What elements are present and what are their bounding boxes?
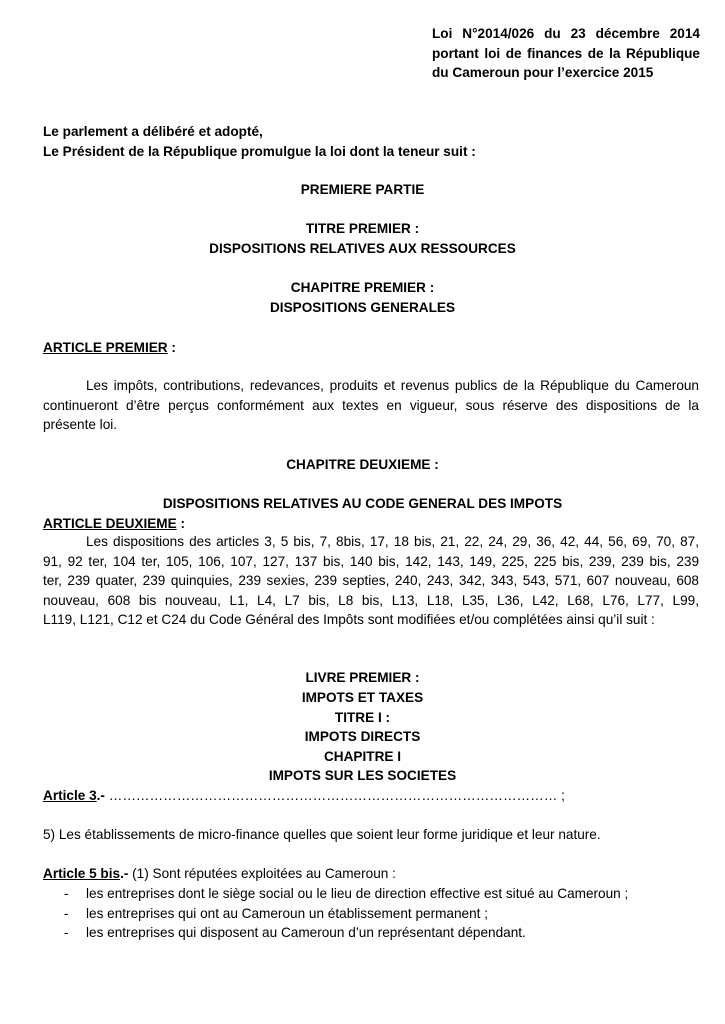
chapitre-1-line-1: CHAPITRE PREMIER : [290,280,435,295]
article-3-item-5: 5) Les établissements de micro-finance quelles que soient leur forme juridique et leur nature. [43,827,601,842]
livre-line-4: IMPOTS DIRECTS [304,729,421,744]
bullet-text: les entreprises dont le siège social ou le lieu de direction effective est situé au Cameroun ; [86,886,629,901]
livre-line-2: IMPOTS ET TAXES [301,690,424,705]
law-header-line-3: du Cameroun pour l’exercice 2015 [432,65,654,80]
article-premier-colon: : [167,340,176,355]
bullet-dash: - [64,925,69,940]
article-deuxieme-line-5: L119, L121, C12 et C24 du Code Général des Impôts sont modifiées et/ou complétées ainsi qu’il suit : [43,612,655,627]
part-title: PREMIERE PARTIE [300,182,425,197]
article-3-rest: ……………………………………………………………………………………… ; [104,788,565,803]
chapitre-2-line-2: DISPOSITIONS RELATIVES AU CODE GENERAL DES IMPOTS [162,496,563,511]
livre-line-6: IMPOTS SUR LES SOCIETES [268,768,457,783]
article-premier-line-2: continueront d’être perçus conformément aux textes en vigueur, sous réserve des dispositions de la [43,397,699,413]
preamble-line-2: Le Président de la République promulgue la loi dont la teneur suit : [43,144,476,159]
bullet-dash: - [64,906,69,921]
article-3-heading [43,787,565,804]
livre-line-3: TITRE I : [334,710,391,725]
bullet-text: les entreprises qui disposent au Cameroun d’un représentant dépendant. [86,925,526,940]
list-item [64,905,684,922]
article-premier-line-1: Les impôts, contributions, redevances, produits et revenus publics de la République du Cameroun [86,378,699,393]
chapitre-1-line-2: DISPOSITIONS GENERALES [269,300,456,315]
preamble-line-1: Le parlement a délibéré et adopté, [43,124,263,139]
livre-line-1: LIVRE PREMIER : [305,670,420,685]
article-premier-heading [43,339,176,356]
law-header [432,24,700,83]
article-deuxieme-line-1: Les dispositions des articles 3, 5 bis, 7, 8bis, 17, 18 bis, 21, 22, 24, 29, 36, 42, 44, 56, 69, 70, 87, [86,534,699,549]
livre-line-5: CHAPITRE I [323,749,402,764]
article-deuxieme-line-2: 91, 92 ter, 104 ter, 105, 106, 107, 127, 137 bis, 140 bis, 142, 143, 149, 225, 225 bis, 239, 239 bis, 239 [43,553,699,569]
list-item [64,924,684,941]
article-5bis-heading [43,865,396,882]
bullet-dash: - [64,886,69,901]
article-5bis-suffix: .- [120,866,129,881]
chapitre-2-line-1: CHAPITRE DEUXIEME : [286,457,439,472]
article-deuxieme-line-3: ter, 239 quater, 239 quinquies, 239 sexies, 239 septies, 240, 243, 342, 343, 543, 571, 607 nouveau, 608 [43,573,699,588]
article-5bis-rest: (1) Sont réputées exploitées au Cameroun : [128,866,396,881]
article-deuxieme-colon: : [176,516,185,531]
article-5bis-title: Article 5 bis [43,866,121,881]
article-premier-title: ARTICLE PREMIER [43,340,168,355]
list-item [64,885,684,902]
article-premier-body [43,376,699,435]
law-header-line-1: Loi N°2014/026 du 23 décembre 2014 [432,26,700,41]
article-deuxieme-heading [43,515,185,532]
bullet-text: les entreprises qui ont au Cameroun un établissement permanent ; [86,906,488,921]
article-deuxieme-title: ARTICLE DEUXIEME [43,516,177,531]
titre-line-1: TITRE PREMIER : [305,221,420,236]
titre-line-2: DISPOSITIONS RELATIVES AUX RESSOURCES [209,241,516,256]
article-3-title: Article 3 [43,788,97,803]
article-deuxieme-line-4: nouveau, 608 bis nouveau, L1, L4, L7 bis, L8 bis, L13, L18, L35, L36, L42, L68, L76, L77, L99, [43,592,699,608]
article-3-suffix: .- [96,788,105,803]
law-header-line-2: portant loi de finances de la République [432,45,700,61]
article-deuxieme-body [43,532,699,630]
article-premier-line-3: présente loi. [43,417,118,432]
